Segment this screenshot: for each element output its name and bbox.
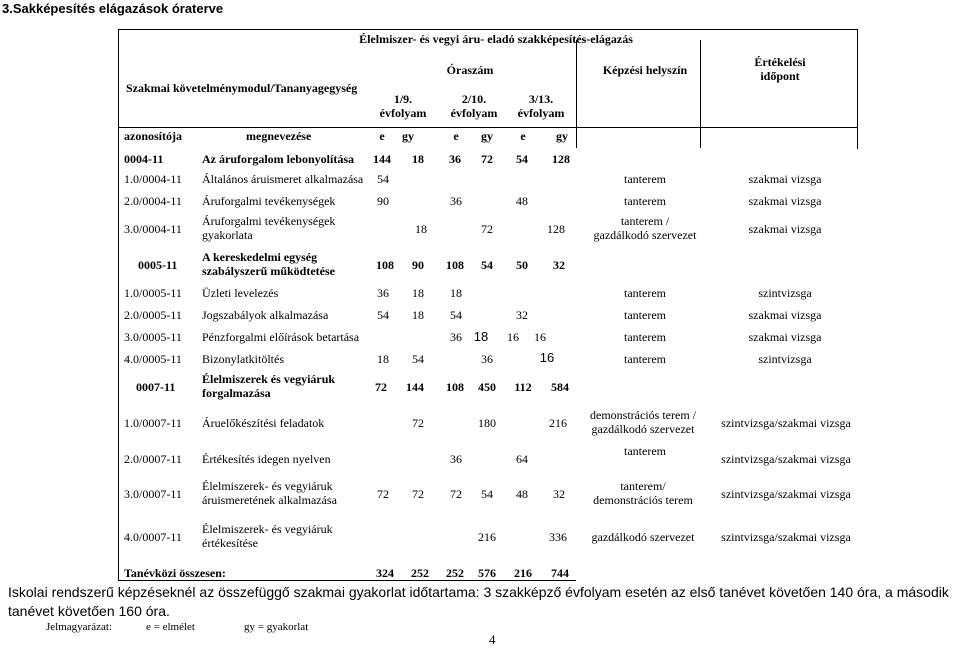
table-banner: Élelmiszer- és vegyi áru- eladó szakképesítés-elágazás (359, 32, 633, 46)
sub-header-gy2: gy (481, 129, 493, 143)
year-header-3: 3/13. évfolyam (517, 92, 565, 120)
legend-e: e = elmélet (146, 621, 195, 633)
col-header-helyszin: Képzési helyszín (602, 63, 688, 77)
sub-header-megnevezes: megnevezése (246, 129, 312, 143)
note-paragraph: Iskolai rendszerű képzéseknél az összefüggő szakmai gyakorlat időtartama: 3 szakképző évfolyam esetén az első tanévet követően 140 óra, a második tanévet követően 160 óra. (8, 584, 949, 619)
sub-header-e3: e (520, 129, 526, 143)
col-header-idopont: Értékelési időpont (754, 55, 806, 83)
sub-header-e1: e (379, 129, 385, 143)
page-number: 4 (489, 632, 496, 647)
row-id: 0004-11 (124, 152, 164, 166)
sub-header-azonosito: azonosítója (124, 129, 182, 143)
year-header-1: 1/9. évfolyam (379, 92, 427, 120)
col-header-module: Szakmai követelménymodul/Tananyagegység (126, 81, 358, 95)
legend-label: Jelmagyarázat: (46, 621, 112, 633)
page-heading: 3.Sakképesítés elágazások óraterve (2, 1, 224, 16)
year-header-2: 2/10. évfolyam (450, 92, 498, 120)
sub-header-gy3: gy (556, 129, 568, 143)
col-header-oraszam: Óraszám (446, 63, 494, 77)
sub-header-gy1: gy (402, 129, 414, 143)
row-name: Az áruforgalom lebonyolítása (202, 152, 354, 166)
legend-gy: gy = gyakorlat (244, 621, 309, 633)
sub-header-e2: e (453, 129, 459, 143)
